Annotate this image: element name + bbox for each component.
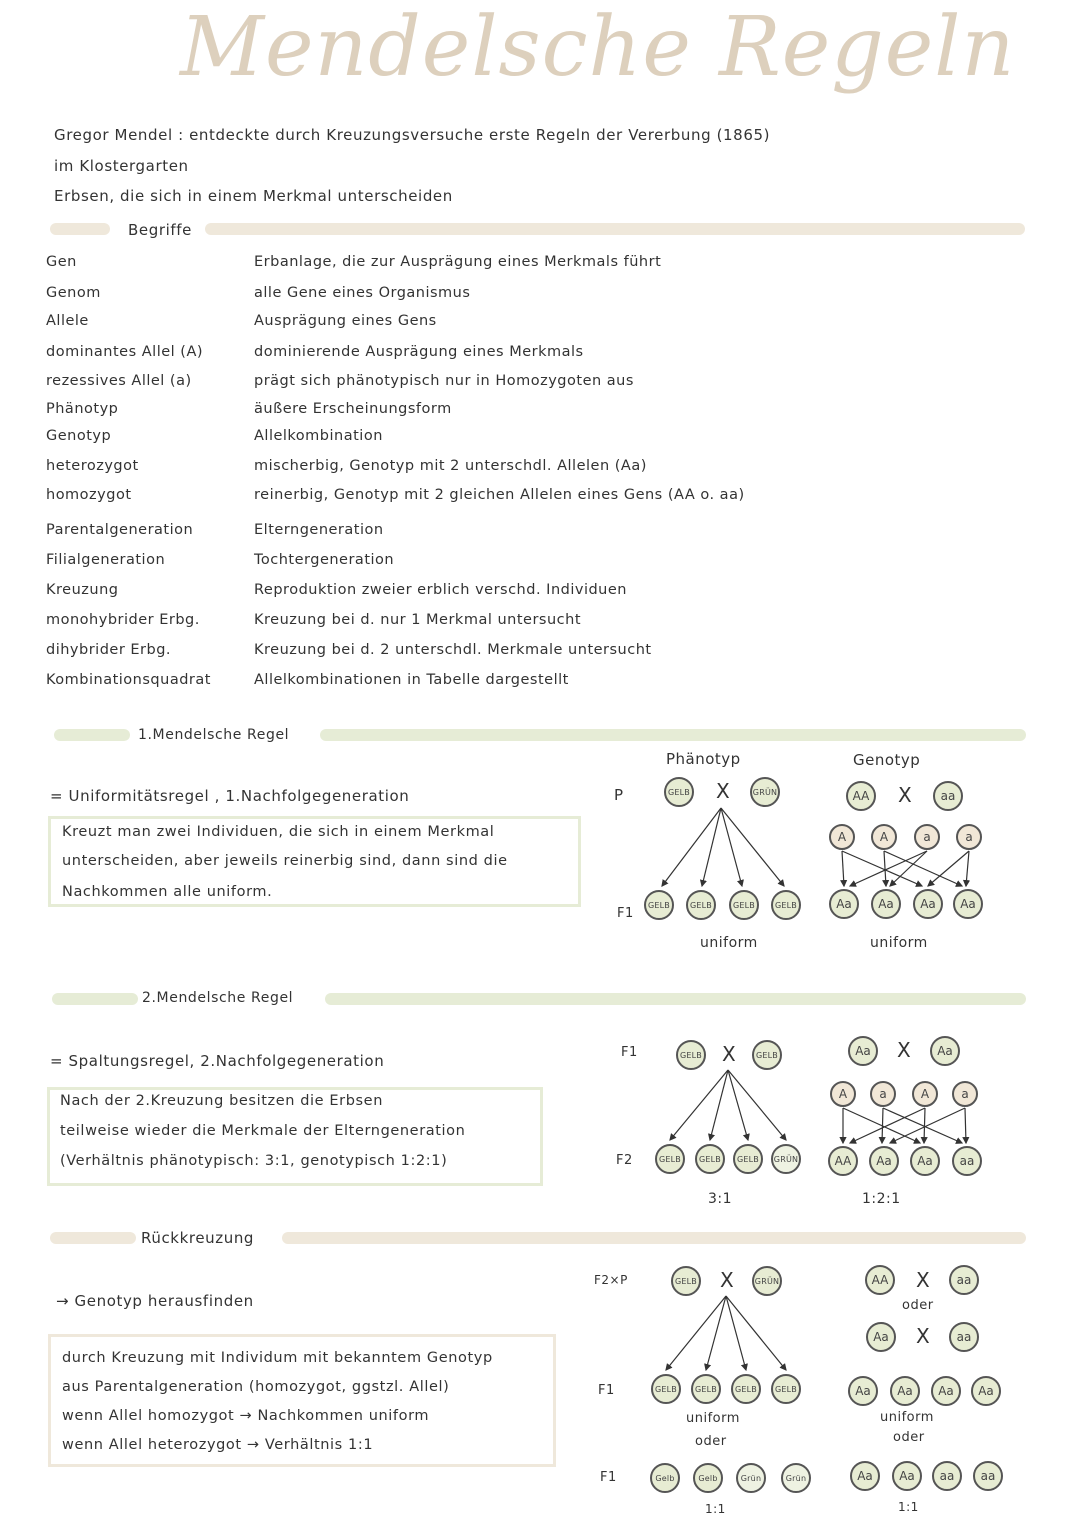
parent-genotype: Aa [866,1322,896,1352]
begriffe-bar-left [50,223,110,235]
rueck-box-line: aus Parentalgeneration (homozygot, ggstzl. Allel) [62,1379,450,1395]
rueck-heading: Rückkreuzung [137,1229,258,1247]
genotype-column-heading: Genotyp [853,751,921,769]
term-definition: dominierende Ausprägung eines Merkmals [254,344,584,360]
term-label: Genom [46,285,101,301]
term-label: rezessives Allel (a) [46,373,192,389]
regel2-bar-left [52,993,138,1005]
generation-label-f1: F1 [621,1045,638,1060]
gamete: a [952,1081,978,1107]
offspring-genotype: Aa [890,1376,920,1406]
term-label: dominantes Allel (A) [46,344,204,360]
offspring-genotype: Aa [913,889,943,919]
term-label: Filialgeneration [46,552,166,568]
offspring-phenotype: GELB [771,1374,801,1404]
regel1-heading: 1.Mendelsche Regel [134,727,293,743]
offspring-phenotype: GELB [691,1374,721,1404]
intro-line-3: Erbsen, die sich in einem Merkmal unterscheiden [54,187,453,205]
cross-symbol: X [916,1268,930,1292]
rueck-box-line: wenn Allel heterozygot → Verhältnis 1:1 [62,1437,374,1453]
page-title: Mendelsche Regeln [180,0,1016,95]
parent-genotype: Aa [848,1036,878,1066]
gamete: a [914,824,940,850]
gamete: A [871,824,897,850]
begriffe-heading: Begriffe [124,221,196,239]
parent-phenotype-green: GRÜN [752,1266,782,1296]
regel1-result-phenotype: uniform [700,935,758,951]
offspring-phenotype: GELB [731,1374,761,1404]
offspring-phenotype-green: Grün [736,1463,766,1493]
regel2-box-line: Nach der 2.Kreuzung besitzen die Erbsen [60,1093,383,1109]
term-label: Kreuzung [46,582,119,598]
regel1-box-line: Nachkommen alle uniform. [62,884,273,900]
generation-label-f1: F1 [617,906,634,921]
gamete: a [956,824,982,850]
offspring-genotype: Aa [910,1146,940,1176]
offspring-genotype: aa [973,1461,1003,1491]
generation-label-f1: F1 [598,1383,615,1398]
rueck-box-line: durch Kreuzung mit Individum mit bekanntem Genotyp [62,1350,493,1366]
parent-genotype: aa [933,781,963,811]
offspring-phenotype: GELB [655,1144,685,1174]
gamete: A [912,1081,938,1107]
regel1-bar-right [320,729,1026,741]
gamete: A [830,1081,856,1107]
parent-genotype: Aa [930,1036,960,1066]
offspring-genotype: Aa [829,889,859,919]
term-definition: Reproduktion zweier erblich verschd. Individuen [254,582,627,598]
gamete: a [870,1081,896,1107]
regel2-box-line: teilweise wieder die Merkmale der Elterngeneration [60,1123,466,1139]
generation-label-f1: F1 [600,1470,617,1485]
offspring-genotype: Aa [871,889,901,919]
offspring-phenotype: GELB [729,890,759,920]
offspring-phenotype: GELB [771,890,801,920]
regel2-bar-right [325,993,1026,1005]
term-label: Kombinationsquadrat [46,672,211,688]
cross-symbol: X [720,1268,734,1292]
offspring-genotype: aa [952,1146,982,1176]
offspring-genotype: Aa [850,1461,880,1491]
rueck-box-line: wenn Allel homozygot → Nachkommen uniform [62,1408,430,1424]
parent-phenotype-yellow: GELB [752,1040,782,1070]
term-definition: Erbanlage, die zur Ausprägung eines Merkmals führt [254,254,662,270]
regel2-box-line: (Verhältnis phänotypisch: 3:1, genotypisch 1:2:1) [60,1153,448,1169]
term-definition: mischerbig, Genotyp mit 2 unterschdl. Allelen (Aa) [254,458,647,474]
parent-phenotype-green: GRÜN [750,777,780,807]
cross-symbol: X [898,783,912,807]
term-definition: reinerbig, Genotyp mit 2 gleichen Allelen eines Gens (AA o. aa) [254,487,745,503]
offspring-genotype: Aa [848,1376,878,1406]
generation-label-f2: F2 [616,1153,633,1168]
offspring-phenotype: GELB [733,1144,763,1174]
cross-symbol: X [722,1042,736,1066]
rueck-result-split-genotype: 1:1 [898,1500,919,1514]
parent-genotype: AA [846,781,876,811]
phenotype-column-heading: Phänotyp [666,750,741,768]
rueck-oder-label: oder [902,1298,934,1313]
offspring-phenotype: GELB [695,1144,725,1174]
parent-phenotype-yellow: GELB [671,1266,701,1296]
offspring-genotype: Aa [971,1376,1001,1406]
offspring-genotype: aa [932,1461,962,1491]
rueck-oder-label: oder [893,1430,925,1445]
offspring-phenotype: GELB [651,1374,681,1404]
regel2-subtitle: = Spaltungsregel, 2.Nachfolgegeneration [50,1052,385,1070]
rueck-result-split-phenotype: 1:1 [705,1502,726,1516]
offspring-phenotype-green: Grün [781,1463,811,1493]
begriffe-bar-right [205,223,1025,235]
term-label: dihybrider Erbg. [46,642,172,658]
cross-symbol: X [916,1324,930,1348]
cross-symbol: X [716,779,730,803]
regel2-result-genotype: 1:2:1 [862,1191,901,1207]
offspring-phenotype: GELB [686,890,716,920]
parent-genotype: AA [865,1265,895,1295]
offspring-genotype: Aa [953,889,983,919]
term-label: Phänotyp [46,401,119,417]
term-label: homozygot [46,487,132,503]
parent-phenotype-yellow: GELB [664,777,694,807]
regel1-box-line: Kreuzt man zwei Individuen, die sich in einem Merkmal [62,824,495,840]
offspring-genotype: Aa [869,1146,899,1176]
intro-line-1: Gregor Mendel : entdeckte durch Kreuzungsversuche erste Regeln der Vererbung (1865) [54,126,771,144]
term-label: monohybrider Erbg. [46,612,200,628]
intro-line-2: im Klostergarten [54,157,189,175]
term-definition: Ausprägung eines Gens [254,313,437,329]
offspring-phenotype-green: GRÜN [771,1144,801,1174]
rueck-result-uniform-genotype: uniform [880,1410,934,1425]
parent-genotype: aa [949,1265,979,1295]
term-label: Genotyp [46,428,112,444]
regel2-result-phenotype: 3:1 [708,1191,733,1207]
term-definition: Allelkombinationen in Tabelle dargestellt [254,672,569,688]
term-label: Gen [46,254,77,270]
offspring-phenotype: Gelb [693,1463,723,1493]
regel2-heading: 2.Mendelsche Regel [138,990,297,1006]
regel1-box-line: unterscheiden, aber jeweils reinerbig sind, dann sind die [62,853,508,869]
term-definition: Tochtergeneration [254,552,395,568]
rueck-oder-label: oder [695,1434,727,1449]
term-label: Parentalgeneration [46,522,194,538]
regel1-result-genotype: uniform [870,935,928,951]
regel1-bar-left [54,729,130,741]
term-label: Allele [46,313,89,329]
offspring-genotype: Aa [892,1461,922,1491]
term-definition: Allelkombination [254,428,383,444]
gamete: A [829,824,855,850]
term-definition: alle Gene eines Organismus [254,285,471,301]
cross-symbol: X [897,1038,911,1062]
generation-label-f2xp: F2×P [594,1273,628,1287]
term-definition: Elterngeneration [254,522,384,538]
term-definition: Kreuzung bei d. nur 1 Merkmal untersucht [254,612,582,628]
rueck-bar-left [50,1232,136,1244]
offspring-phenotype: Gelb [650,1463,680,1493]
generation-label-p: P [614,786,624,804]
offspring-genotype: Aa [931,1376,961,1406]
term-definition: äußere Erscheinungsform [254,401,452,417]
parent-phenotype-yellow: GELB [676,1040,706,1070]
term-label: heterozygot [46,458,139,474]
term-definition: prägt sich phänotypisch nur in Homozygoten aus [254,373,634,389]
rueck-bar-right [282,1232,1026,1244]
rueck-subtitle: → Genotyp herausfinden [56,1292,254,1310]
regel1-subtitle: = Uniformitätsregel , 1.Nachfolgegeneration [50,787,410,805]
parent-genotype: aa [949,1322,979,1352]
rueck-result-uniform: uniform [686,1411,740,1426]
offspring-phenotype: GELB [644,890,674,920]
term-definition: Kreuzung bei d. 2 unterschdl. Merkmale untersucht [254,642,652,658]
offspring-genotype: AA [828,1146,858,1176]
